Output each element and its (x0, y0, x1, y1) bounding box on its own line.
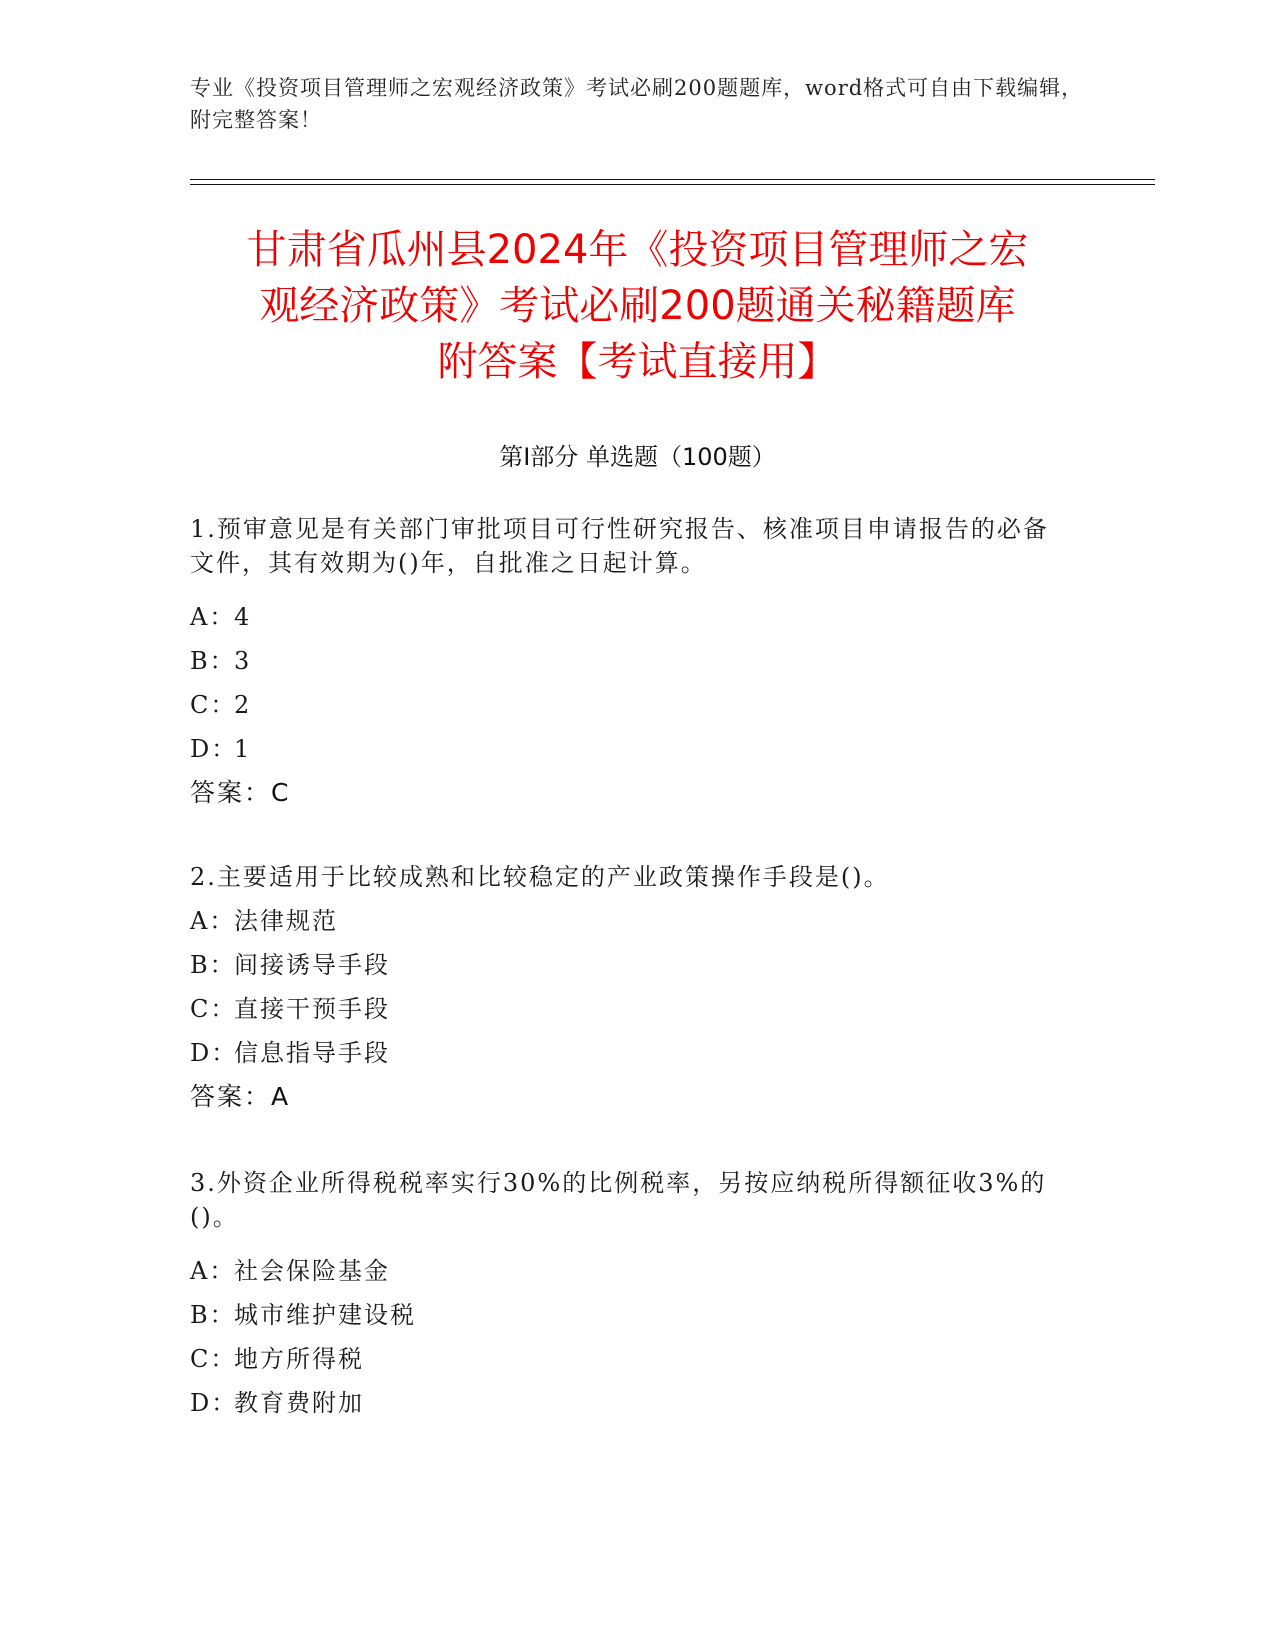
option-a (190, 600, 251, 634)
option-c (190, 1342, 364, 1376)
option-d (190, 1386, 364, 1420)
option-b (190, 644, 251, 678)
option-a (190, 904, 338, 938)
option-text: 信息指导手段 (234, 1039, 390, 1067)
option-key: A： (190, 907, 236, 935)
option-text: 社会保险基金 (234, 1257, 390, 1285)
title-line-3: 附答案【考试直接用】 (437, 339, 838, 385)
header-note: 专业《投资项目管理师之宏观经济政策》考试必刷200题题库，word格式可自由下载编辑，附完整答案！ (190, 76, 1084, 132)
question-stem: 2.主要适用于比较成熟和比较稳定的产业政策操作手段是()。 (190, 863, 890, 891)
answer-line: 答案：A (190, 1082, 291, 1111)
header-rule-top (190, 179, 1155, 180)
question-1 (190, 512, 1070, 812)
option-key: B： (190, 647, 236, 675)
option-key: D： (190, 1039, 238, 1067)
answer-line: 答案：C (190, 778, 291, 807)
question-stem: 3.外资企业所得税税率实行30%的比例税率，另按应纳税所得额征收3%的()。 (190, 1169, 1047, 1231)
option-key: C： (190, 1345, 237, 1373)
option-text: 4 (234, 603, 252, 631)
option-text: 间接诱导手段 (234, 951, 390, 979)
question-stem: 1.预审意见是有关部门审批项目可行性研究报告、核准项目申请报告的必备文件，其有效期为()年，自批准之日起计算。 (190, 515, 1049, 577)
option-d (190, 1036, 390, 1070)
option-key: D： (190, 1389, 238, 1417)
option-text: 地方所得税 (234, 1345, 364, 1373)
option-b (190, 1298, 416, 1332)
option-key: C： (190, 995, 237, 1023)
header-rule-bottom (190, 184, 1155, 185)
title-line-2: 观经济政策》考试必刷200题通关秘籍题库 (259, 283, 1016, 329)
option-text: 法律规范 (234, 907, 338, 935)
option-key: D： (190, 735, 238, 763)
option-text: 2 (234, 691, 252, 719)
option-key: A： (190, 1257, 236, 1285)
question-3 (190, 1166, 1070, 1466)
option-key: B： (190, 951, 236, 979)
option-d (190, 732, 251, 766)
document-title (150, 222, 1125, 390)
section-heading: 第Ⅰ部分 单选题（100题） (499, 443, 776, 471)
option-text: 城市维护建设税 (234, 1301, 416, 1329)
option-text: 1 (234, 735, 252, 763)
option-c (190, 992, 390, 1026)
option-c (190, 688, 251, 722)
option-key: B： (190, 1301, 236, 1329)
option-text: 直接干预手段 (234, 995, 390, 1023)
title-line-1: 甘肃省瓜州县2024年《投资项目管理师之宏 (246, 227, 1029, 273)
option-b (190, 948, 390, 982)
option-text: 3 (234, 647, 252, 675)
option-key: C： (190, 691, 237, 719)
option-key: A： (190, 603, 236, 631)
option-a (190, 1254, 390, 1288)
option-text: 教育费附加 (234, 1389, 364, 1417)
question-2 (190, 860, 1070, 1120)
